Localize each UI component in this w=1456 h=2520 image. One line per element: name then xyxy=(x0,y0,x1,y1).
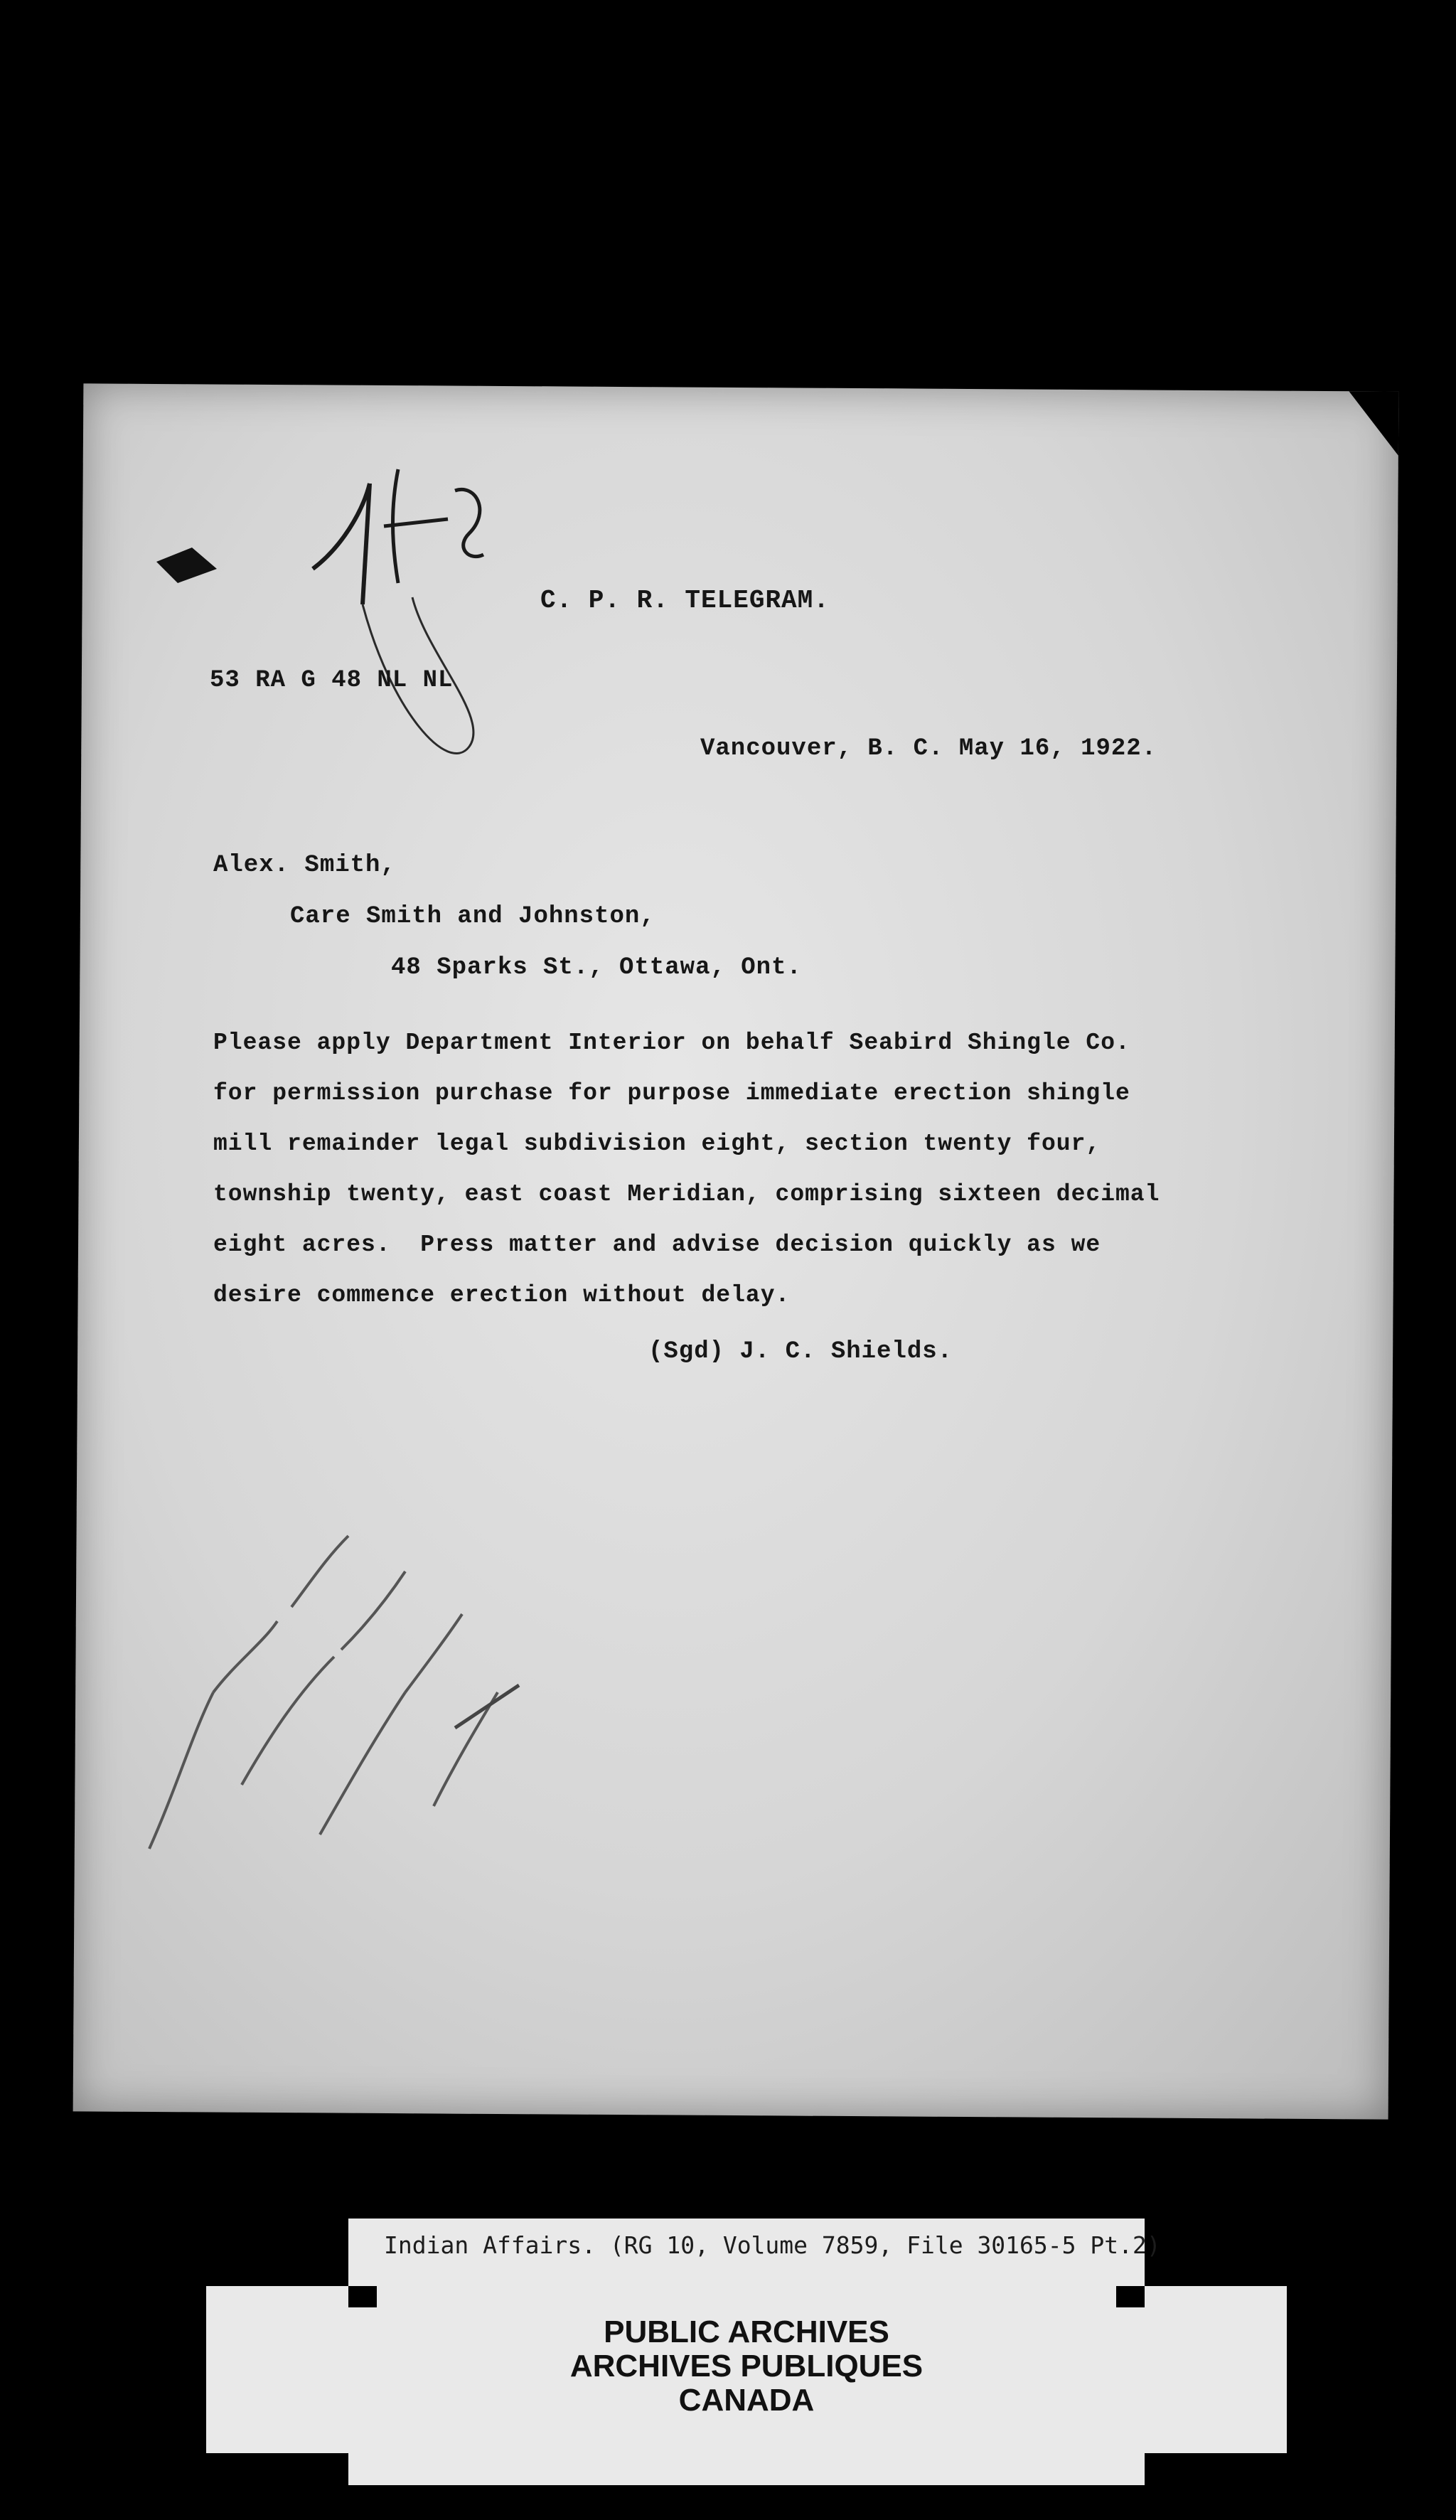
message-line: Please apply Department Interior on behalf Seabird Shingle Co. xyxy=(213,1030,1130,1056)
folded-corner xyxy=(1349,391,1399,455)
telegram-dateline: Vancouver, B. C. May 16, 1922. xyxy=(700,735,1157,762)
message-line: township twenty, east coast Meridian, comprising sixteen decimal xyxy=(213,1181,1160,1207)
telegram-heading: C. P. R. TELEGRAM. xyxy=(540,586,830,615)
message-line: desire commence erection without delay. xyxy=(213,1282,791,1308)
recipient-street: 48 Sparks St., Ottawa, Ont. xyxy=(391,954,802,981)
archive-reference: Indian Affairs. (RG 10, Volume 7859, File 30165-5 Pt.2) xyxy=(384,2231,1161,2259)
archive-label-card xyxy=(206,2219,1287,2485)
signature: (Sgd) J. C. Shields. xyxy=(648,1338,953,1365)
telegram-code: 53 RA G 48 NL NL xyxy=(210,667,454,694)
recipient-care-of: Care Smith and Johnston, xyxy=(290,903,655,930)
archive-stamp-country: CANADA xyxy=(678,2383,815,2418)
message-line: mill remainder legal subdivision eight, section twenty four, xyxy=(213,1131,1101,1157)
message-line: for permission purchase for purpose immediate erection shingle xyxy=(213,1080,1130,1106)
recipient-name: Alex. Smith, xyxy=(213,852,396,879)
archive-stamp-french: ARCHIVES PUBLIQUES xyxy=(569,2349,924,2383)
archive-stamp-english: PUBLIC ARCHIVES xyxy=(604,2315,889,2349)
message-line: eight acres. Press matter and advise decision quickly as we xyxy=(213,1232,1101,1258)
